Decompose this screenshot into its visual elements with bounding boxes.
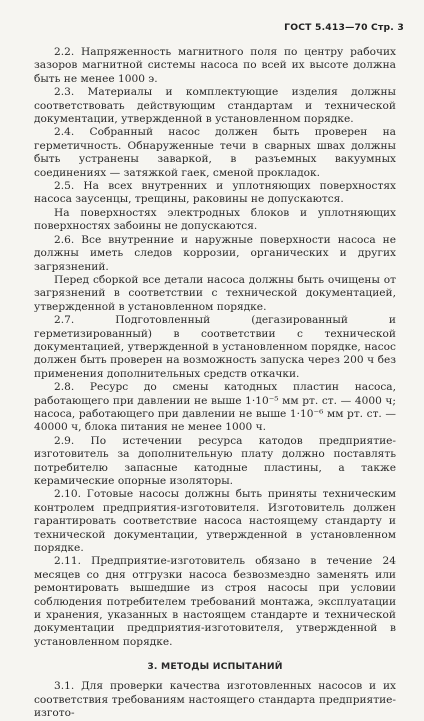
paragraph-2-6: 2.6. Все внутренние и наружные поверхности насоса не должны иметь следов коррозии, органических и других загрязнений. [34,233,396,273]
document-body [34,46,396,721]
paragraph-2-5-cont: На поверхностях электродных блоков и уплотняющих поверхностях забоины не допускаются. [34,206,396,233]
page-header: ГОСТ 5.413—70 Стр. 3 [284,22,404,33]
paragraph-2-9: 2.9. По истечении ресурса катодов предприятие-изготовитель за дополнительную плату должно поставлять потребителю запасные катодные пластины, а также керамические опорные изоляторы. [34,434,396,487]
paragraph-2-10: 2.10. Готовые насосы должны быть приняты техническим контролем предприятия-изготовителя. Изготовитель должен гарантировать соответствие насоса настоящему стандарту и технической документации, утвержденной в установленном порядке. [34,488,396,555]
paragraph-2-3: 2.3. Материалы и комплектующие изделия должны соответствовать действующим стандартам и технической документации, утвержденной в установленном порядке. [34,86,396,126]
paragraph-2-4: 2.4. Собранный насос должен быть проверен на герметичность. Обнаруженные течи в сварных швах должны быть устранены заваркой, в разъемных вакуумных соединениях — затяжкой гаек, сменой прокладок. [34,126,396,179]
paragraph-3-1: 3.1. Для проверки качества изготовленных насосов и их соответствия требованиям настоящего стандарта предприятие-изгото- [34,680,396,720]
paragraph-2-2: 2.2. Напряженность магнитного поля по центру рабочих зазоров магнитной системы насоса по всей их высоте должна быть не менее 1000 э. [34,46,396,85]
paragraph-2-8: 2.8. Ресурс до смены катодных пластин насоса, работающего при давлении не выше 1·10⁻⁵ мм рт. ст. — 4000 ч; насоса, работающего при давлении не выше 1·10⁻⁶ мм рт. ст. — 40000 ч, блока питания не менее 1000 ч. [34,381,396,434]
paragraph-2-7: 2.7. Подготовленный (дегазированный и герметизированный) в соответствии с технической документацией, утвержденной в установленном порядке, насос должен быть проверен на возможность запуска через 200 ч без применения дополнительных средств откачки. [34,314,396,380]
paragraph-2-5: 2.5. На всех внутренних и уплотняющих поверхностях насоса заусенцы, трещины, раковины не допускаются. [34,180,396,206]
section-title: 3. МЕТОДЫ ИСПЫТАНИЙ [147,661,283,673]
paragraph-2-6-cont: Перед сборкой все детали насоса должны быть очищены от загрязнений в соответствии с технической документацией, утвержденной в установленном порядке. [34,273,396,313]
paragraph-2-11: 2.11. Предприятие-изготовитель обязано в течение 24 месяцев со дня отгрузки насоса безвозмездно заменять или ремонтировать вышедшие из строя насосы при условии соблюдения потребителем требований монтажа, эксплуатации и хранения, указанных в настоящем стандарте и технической документации предприятия-изготовителя, утвержденной в установленном порядке. [34,555,396,648]
